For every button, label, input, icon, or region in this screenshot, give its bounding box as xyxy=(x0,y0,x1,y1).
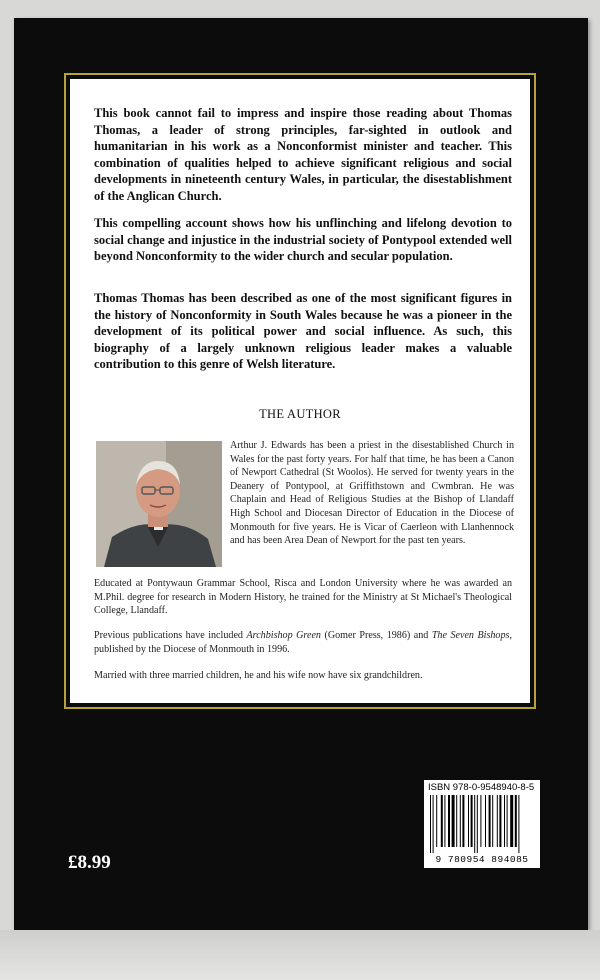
scan-background xyxy=(0,930,600,980)
blurb-paragraph: This book cannot fail to impress and inspire those reading about Thomas Thomas, a leader of strong principles, far-sighted in outlook and humanitarian in his work as a Nonconformist minister and teacher. This combination of qualities helped to achieve significant religious and social developments in nineteenth century Wales, in particular, the disestablishment of the Anglican Church. xyxy=(94,106,512,203)
barcode-digits: 9 780954 894085 xyxy=(435,854,529,865)
author-bio: Arthur J. Edwards has been a priest in the disestablished Church in Wales for the past forty years. For half that time, he has been a Canon of Newport Cathedral (St Woolos). He served for twenty years in the Deanery of Pontypool, at Griffithstown and Cwmbran. He was Chaplain and Head of Religious Studies at the Bishop of Llandaff High School and Diocesan Director of Education in the Diocese of Monmouth for five years. He is Vicar of Caerleon with Llanhennock and has been Area Dean of Newport for the past ten years. xyxy=(230,440,514,547)
price-label: £8.99 xyxy=(68,852,111,873)
author-photo xyxy=(96,441,222,567)
author-publications xyxy=(94,629,512,656)
barcode-icon xyxy=(428,795,536,853)
publications-text: Previous publications have included xyxy=(94,630,247,641)
publications-text: (Gomer Press, 1986) and xyxy=(320,630,432,641)
blurb-paragraph: This compelling account shows how his unflinching and lifelong devotion to social change and injustice in the industrial society of Pontypool extended well beyond Nonconformity to the wider church and secular population. xyxy=(94,216,512,264)
publication-title: The Seven Bishops xyxy=(431,630,510,641)
author-family: Married with three married children, he and his wife now have six grandchildren. xyxy=(94,670,423,681)
author-portrait-icon xyxy=(96,441,222,567)
author-heading: THE AUTHOR xyxy=(259,407,341,421)
publications-text: , published by the Diocese of Monmouth in 1996. xyxy=(94,630,512,655)
blurb-paragraph: Thomas Thomas has been described as one of the most significant figures in the history of Nonconformity in South Wales because he was a pioneer in the development of its political power and social influence. As such, this biography of a largely unknown religious leader makes a valuable contribution to this genre of Welsh literature. xyxy=(94,291,512,372)
isbn-barcode xyxy=(424,780,540,868)
isbn-label: ISBN 978-0-9548940-8-5 xyxy=(428,782,535,793)
text-panel xyxy=(70,79,530,703)
author-education: Educated at Pontywaun Grammar School, Risca and London University where he was awarded an M.Phil. degree for research in Modern History, he trained for the Ministry at St Michael's Theological College, Llandaff. xyxy=(94,578,512,617)
publication-title: Archbishop Green xyxy=(246,630,321,641)
